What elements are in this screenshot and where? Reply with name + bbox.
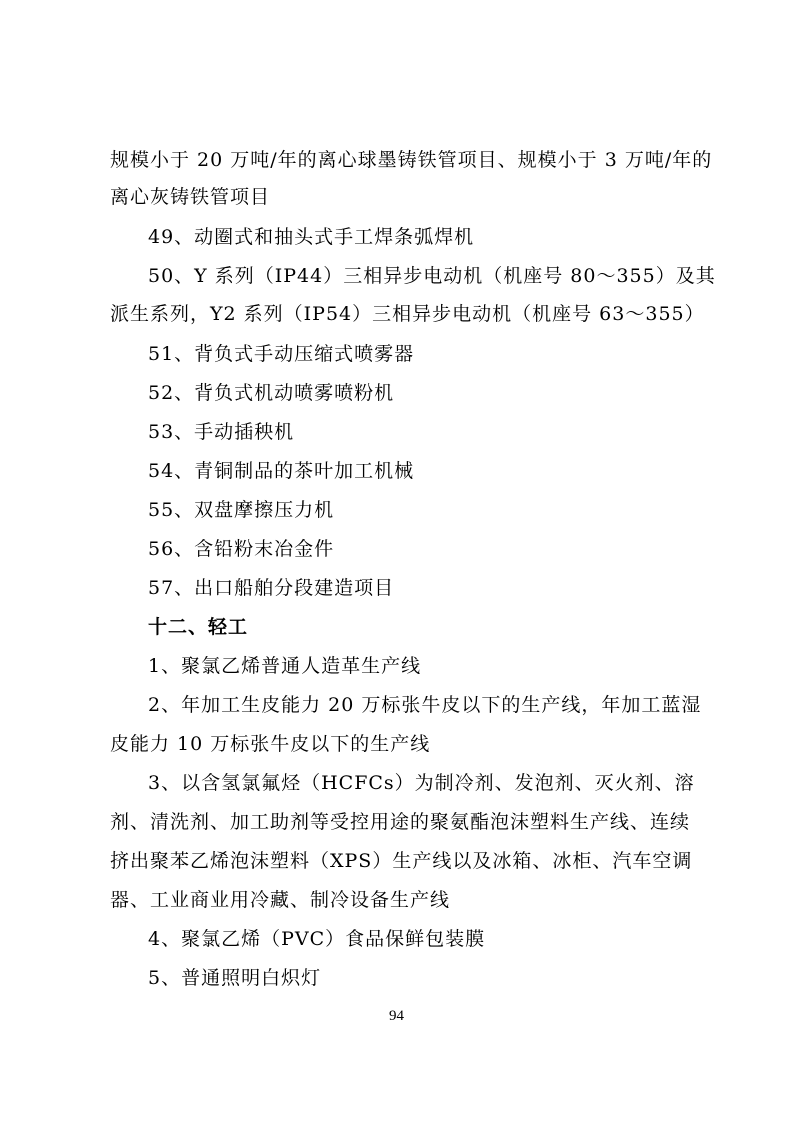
list-item: 3、以含氢氯氟烃（HCFCs）为制冷剂、发泡剂、灭火剂、溶: [148, 772, 695, 794]
list-item: 2、年加工生皮能力 20 万标张牛皮以下的生产线，年加工蓝湿: [148, 694, 702, 716]
list-item: 5、普通照明白炽灯: [148, 967, 322, 989]
list-item: 49、动圈式和抽头式手工焊条弧焊机: [148, 226, 475, 248]
list-item: 53、手动插秧机: [148, 421, 295, 443]
list-item: 56、含铅粉末冶金件: [148, 538, 335, 560]
list-item: 57、出口船舶分段建造项目: [148, 577, 395, 599]
list-item: 51、背负式手动压缩式喷雾器: [148, 343, 415, 365]
list-item: 54、青铜制品的茶叶加工机械: [148, 460, 415, 482]
page-number: 94: [389, 1008, 404, 1024]
text-line: 器、工业商业用冷藏、制冷设备生产线: [110, 889, 451, 911]
text-line: 剂、清洗剂、加工助剂等受控用途的聚氨酯泡沫塑料生产线、连续: [110, 811, 691, 833]
text-line: 规模小于 20 万吨/年的离心球墨铸铁管项目、规模小于 3 万吨/年的: [110, 149, 713, 171]
list-item: 4、聚氯乙烯（PVC）食品保鲜包装膜: [148, 928, 486, 950]
list-item: 52、背负式机动喷雾喷粉机: [148, 382, 395, 404]
text-line: 皮能力 10 万标张牛皮以下的生产线: [110, 733, 431, 755]
list-item: 55、双盘摩擦压力机: [148, 499, 335, 521]
text-line: 挤出聚苯乙烯泡沫塑料（XPS）生产线以及冰箱、冰柜、汽车空调: [110, 850, 693, 872]
text-line: 离心灰铸铁管项目: [110, 186, 271, 208]
list-item: 1、聚氯乙烯普通人造革生产线: [148, 655, 422, 677]
section-heading: 十二、轻工: [148, 616, 249, 638]
text-line: 派生系列，Y2 系列（IP54）三相异步电动机（机座号 63～355）: [110, 303, 705, 325]
list-item: 50、Y 系列（IP44）三相异步电动机（机座号 80～355）及其: [148, 265, 716, 287]
